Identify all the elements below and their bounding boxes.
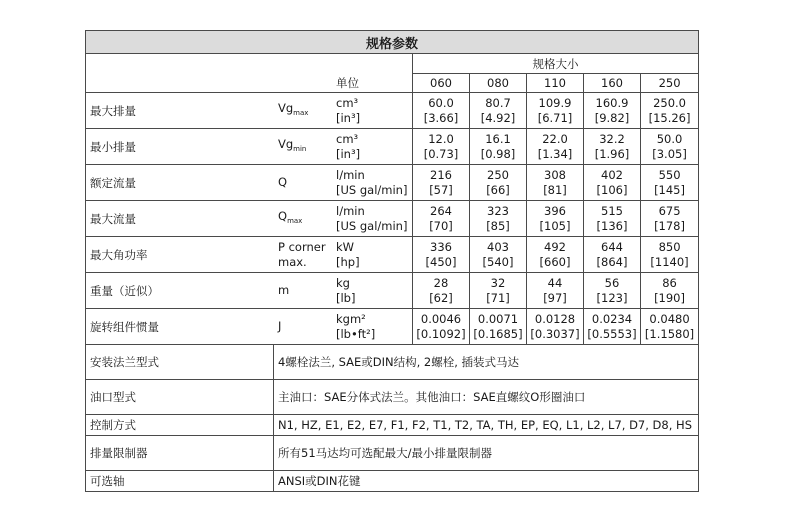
value-imperial: [70]: [429, 218, 453, 233]
value-metric: 160.9: [595, 95, 629, 110]
spec-table: [85, 30, 699, 492]
param-name: 最大排量: [90, 103, 136, 118]
size-080: 080: [470, 74, 527, 93]
param-name: 额定流量: [90, 175, 136, 190]
value-metric: 675: [658, 203, 681, 218]
param-symbol-subscript: min: [293, 144, 307, 153]
value-imperial: [3.66]: [423, 110, 459, 125]
value-imperial: [864]: [596, 254, 628, 269]
size-060: 060: [413, 74, 470, 93]
value-metric: 850: [658, 239, 681, 254]
param-symbol-line2: max.: [278, 254, 307, 269]
param-units: [336, 237, 360, 272]
param-symbol: [278, 129, 306, 164]
unit-metric: kW: [336, 239, 355, 254]
param-symbol-main: [278, 209, 302, 229]
param-cell: [86, 237, 413, 273]
value-metric: 32: [490, 275, 506, 290]
value-metric: 336: [430, 239, 452, 254]
param-units: [336, 165, 407, 200]
feature-label: 排量限制器: [86, 436, 274, 471]
feature-value: ANSI或DIN花键: [274, 471, 699, 492]
value-imperial: [145]: [654, 182, 685, 197]
unit-metric: cm³: [336, 95, 359, 110]
param-symbol: [278, 201, 302, 236]
param-name: 旋转组件惯量: [90, 319, 159, 334]
value-metric: 50.0: [656, 131, 683, 146]
feature-label: 可选轴: [86, 471, 274, 492]
value-cell-110: [527, 93, 584, 129]
value-imperial: [6.71]: [537, 110, 573, 125]
param-name: 重量（近似）: [90, 283, 159, 298]
unit-imperial: [in³]: [336, 110, 361, 125]
value-imperial: [0.5553]: [587, 326, 637, 341]
value-cell-110: [527, 129, 584, 165]
value-metric: 323: [487, 203, 509, 218]
unit-imperial: [hp]: [336, 254, 360, 269]
size-110: 110: [527, 74, 584, 93]
param-symbol: [278, 165, 287, 200]
value-imperial: [85]: [486, 218, 510, 233]
feature-row: [86, 415, 699, 436]
unit-metric: cm³: [336, 131, 359, 146]
value-cell-160: [584, 165, 641, 201]
value-imperial: [190]: [654, 290, 685, 305]
value-imperial: [4.92]: [480, 110, 516, 125]
feature-row: [86, 345, 699, 380]
value-cell-080: [470, 201, 527, 237]
value-imperial: [105]: [539, 218, 571, 233]
value-cell-060: [413, 237, 470, 273]
param-cell: [86, 165, 413, 201]
value-imperial: [0.1685]: [473, 326, 523, 341]
value-cell-160: [584, 237, 641, 273]
feature-label: 安装法兰型式: [86, 345, 274, 380]
param-row: [86, 309, 699, 345]
value-metric: 0.0071: [477, 311, 519, 326]
value-metric: 492: [544, 239, 566, 254]
value-imperial: [1140]: [650, 254, 689, 269]
param-symbol-text: J: [278, 319, 282, 333]
unit-metric: l/min: [336, 203, 365, 218]
value-cell-250: [641, 129, 699, 165]
value-cell-080: [470, 309, 527, 345]
value-cell-110: [527, 165, 584, 201]
param-symbol-text: Q: [278, 175, 288, 189]
param-row: [86, 129, 699, 165]
value-metric: 22.0: [542, 131, 568, 146]
param-symbol-text: P corner: [278, 239, 326, 254]
value-metric: 0.0128: [534, 311, 576, 326]
param-row: [86, 165, 699, 201]
size-250: 250: [641, 74, 699, 93]
param-name: 最大角功率: [90, 247, 148, 262]
value-imperial: [66]: [486, 182, 510, 197]
value-cell-110: [527, 273, 584, 309]
value-imperial: [106]: [596, 182, 628, 197]
value-metric: 515: [601, 203, 623, 218]
param-symbol-text: m: [278, 283, 290, 297]
value-cell-060: [413, 93, 470, 129]
value-metric: 250.0: [653, 95, 686, 110]
value-cell-160: [584, 93, 641, 129]
param-symbol-text: Vg: [278, 100, 294, 115]
value-imperial: [0.73]: [423, 146, 459, 161]
value-imperial: [1.96]: [594, 146, 630, 161]
value-imperial: [1.1580]: [644, 326, 695, 341]
size-160: 160: [584, 74, 641, 93]
value-metric: 250: [487, 167, 509, 182]
param-name: 最小排量: [90, 139, 136, 154]
value-cell-250: [641, 93, 699, 129]
param-row: [86, 201, 699, 237]
param-symbol: [278, 93, 308, 128]
value-metric: 0.0480: [649, 311, 690, 326]
unit-imperial: [in³]: [336, 146, 361, 161]
param-symbol-main: [278, 240, 326, 255]
value-metric: 12.0: [428, 131, 454, 146]
param-cell: [86, 201, 413, 237]
value-cell-160: [584, 129, 641, 165]
value-cell-160: [584, 201, 641, 237]
value-metric: 264: [430, 203, 452, 218]
value-imperial: [1.34]: [537, 146, 573, 161]
param-symbol-text: Vg: [278, 136, 294, 151]
feature-value: N1, HZ, E1, E2, E7, F1, F2, T1, T2, TA, TH, EP, EQ, L1, L2, L7, D7, D8, HS: [274, 415, 699, 436]
param-symbol: [278, 309, 281, 344]
value-imperial: [0.1092]: [416, 326, 466, 341]
value-imperial: [660]: [539, 254, 571, 269]
value-cell-060: [413, 309, 470, 345]
value-metric: 0.0046: [420, 311, 462, 326]
param-row: [86, 93, 699, 129]
value-imperial: [9.82]: [594, 110, 630, 125]
param-symbol-text: Q: [278, 208, 288, 223]
size-header-row: [86, 54, 699, 74]
unit-imperial: [US gal/min]: [336, 218, 408, 233]
param-symbol-main: [278, 137, 306, 157]
value-cell-160: [584, 273, 641, 309]
value-metric: 402: [601, 167, 623, 182]
param-cell: [86, 129, 413, 165]
value-metric: 308: [544, 167, 566, 182]
param-symbol-subscript: max: [287, 216, 303, 225]
param-symbol-main: [278, 101, 308, 121]
value-cell-250: [641, 165, 699, 201]
param-cell: [86, 309, 413, 345]
value-cell-060: [413, 165, 470, 201]
feature-value: 所有51马达均可选配最大/最小排量限制器: [274, 436, 699, 471]
value-imperial: [81]: [543, 182, 567, 197]
feature-label: 油口型式: [86, 380, 274, 415]
feature-row: [86, 471, 699, 492]
unit-metric: l/min: [336, 167, 365, 182]
value-imperial: [0.98]: [480, 146, 516, 161]
value-metric: 550: [658, 167, 681, 182]
param-units: [336, 129, 360, 164]
value-cell-080: [470, 237, 527, 273]
title-row: [86, 31, 699, 54]
unit-metric: kg: [336, 275, 350, 290]
value-cell-060: [413, 273, 470, 309]
value-cell-080: [470, 93, 527, 129]
value-cell-060: [413, 201, 470, 237]
value-cell-250: [641, 237, 699, 273]
value-cell-160: [584, 309, 641, 345]
value-metric: 56: [604, 275, 620, 290]
param-symbol: [278, 237, 326, 272]
value-cell-110: [527, 237, 584, 273]
value-imperial: [62]: [429, 290, 453, 305]
param-symbol-subscript: max: [293, 108, 309, 117]
param-row: [86, 237, 699, 273]
param-units: [336, 201, 407, 236]
value-imperial: [57]: [429, 182, 453, 197]
feature-label: 控制方式: [86, 415, 274, 436]
value-metric: 216: [430, 167, 452, 182]
value-cell-080: [470, 165, 527, 201]
value-imperial: [136]: [596, 218, 628, 233]
value-imperial: [540]: [482, 254, 514, 269]
unit-header: 单位: [336, 76, 359, 90]
value-cell-110: [527, 201, 584, 237]
unit-imperial: [lb•ft²]: [336, 326, 376, 341]
param-symbol: [278, 273, 289, 308]
feature-value: 主油口：SAE分体式法兰。其他油口：SAE直螺纹O形圈油口: [274, 380, 699, 415]
value-imperial: [178]: [654, 218, 685, 233]
value-imperial: [3.05]: [652, 146, 687, 161]
param-row: [86, 273, 699, 309]
unit-imperial: [US gal/min]: [336, 182, 408, 197]
unit-metric: kgm²: [336, 311, 366, 326]
value-metric: 86: [662, 275, 677, 290]
header-left-cell: [86, 54, 413, 93]
feature-row: [86, 436, 699, 471]
value-metric: 60.0: [428, 95, 454, 110]
param-name: 最大流量: [90, 211, 136, 226]
value-metric: 403: [487, 239, 509, 254]
value-imperial: [123]: [596, 290, 628, 305]
value-metric: 396: [544, 203, 566, 218]
param-units: [336, 273, 355, 308]
table-title: 规格参数: [86, 31, 699, 54]
value-metric: 28: [433, 275, 449, 290]
param-units: [336, 309, 375, 344]
value-cell-060: [413, 129, 470, 165]
param-symbol-main: [278, 319, 281, 334]
param-symbol-main: [278, 283, 289, 298]
feature-row: [86, 380, 699, 415]
value-imperial: [97]: [543, 290, 567, 305]
value-metric: 32.2: [599, 131, 625, 146]
param-units: [336, 93, 360, 128]
value-imperial: [15.26]: [648, 110, 691, 125]
feature-value: 4螺栓法兰, SAE或DIN结构, 2螺栓, 插装式马达: [274, 345, 699, 380]
value-imperial: [71]: [486, 290, 510, 305]
unit-imperial: [lb]: [336, 290, 356, 305]
size-header: 规格大小: [413, 54, 699, 74]
param-cell: [86, 273, 413, 309]
value-metric: 0.0234: [591, 311, 633, 326]
value-cell-250: [641, 201, 699, 237]
value-cell-080: [470, 129, 527, 165]
value-cell-080: [470, 273, 527, 309]
value-cell-250: [641, 273, 699, 309]
value-metric: 80.7: [485, 95, 511, 110]
value-metric: 16.1: [485, 131, 511, 146]
value-cell-250: [641, 309, 699, 345]
value-metric: 44: [547, 275, 563, 290]
value-imperial: [450]: [425, 254, 457, 269]
value-imperial: [0.3037]: [530, 326, 580, 341]
value-metric: 109.9: [538, 95, 572, 110]
param-cell: [86, 93, 413, 129]
param-symbol-main: [278, 175, 287, 190]
value-cell-110: [527, 309, 584, 345]
value-metric: 644: [601, 239, 623, 254]
